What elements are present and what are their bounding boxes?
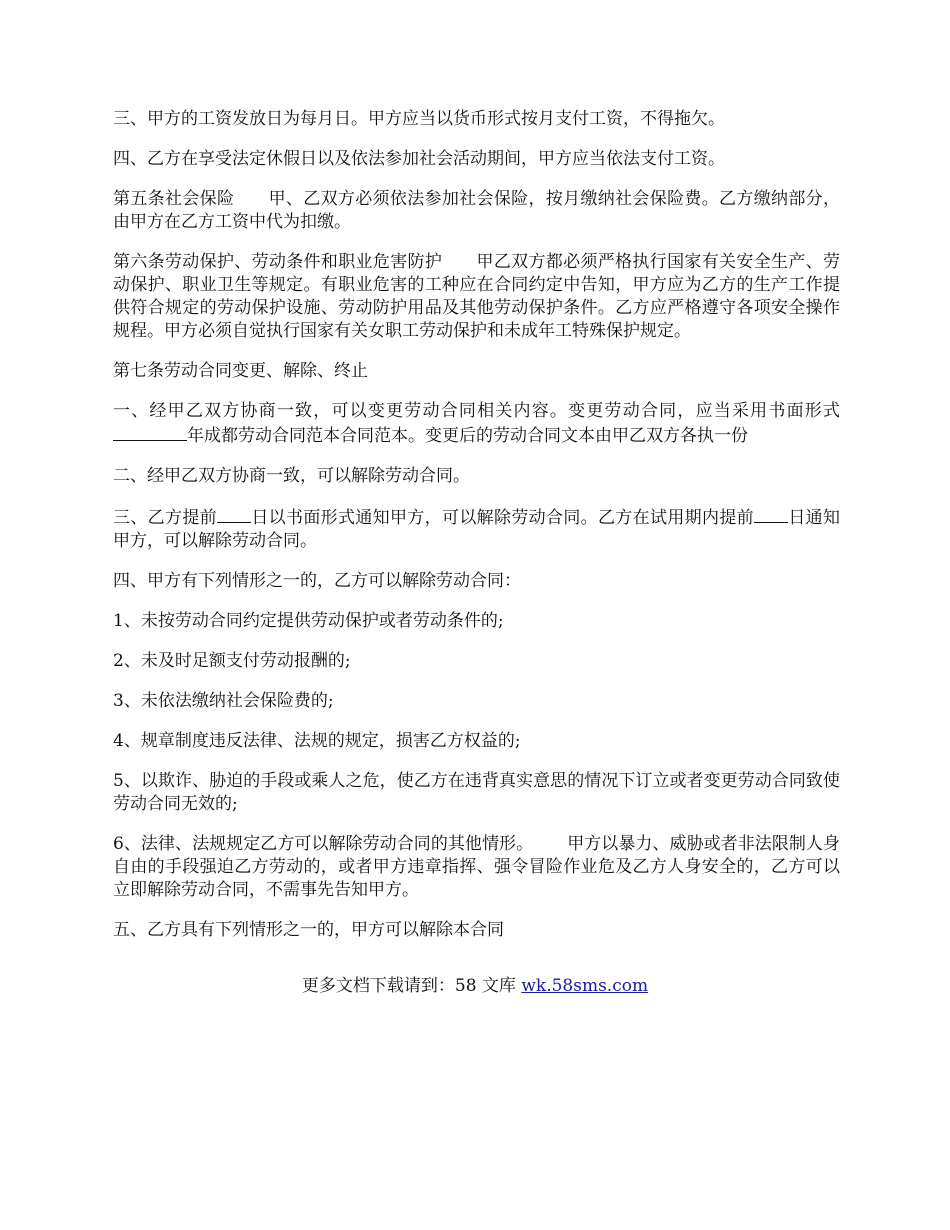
paragraph-holiday-wage: 四、乙方在享受法定休假日以及依法参加社会活动期间，甲方应当依法支付工资。 (113, 149, 725, 169)
blank-field (113, 423, 187, 441)
list-item: 1、未按劳动合同约定提供劳动保护或者劳动条件的; (113, 611, 504, 631)
document-body (113, 108, 840, 959)
list-item: 5、以欺诈、胁迫的手段或乘人之危，使乙方在违背真实意思的情况下订立或者变更劳动合同致使劳动合同无效的; (113, 771, 840, 814)
article-heading: 第五条社会保险 (113, 189, 235, 209)
paragraph-labor-protection: 第六条劳动保护、劳动条件和职业危害防护 甲乙双方都必须严格执行国家有关安全生产、劳动保护、职业卫生等规定。有职业危害的工种应在合同约定中告知，甲方应为乙方的生产工作提供符合规定的劳动保护设施、劳动防护用品及其他劳动保护条件。乙方应严格遵守各项安全操作规程。甲方必须自觉执行国家有关女职工劳动保护和未成年工特殊保护规定。 (113, 252, 841, 341)
footer (0, 974, 950, 998)
article-heading: 第六条劳动保护、劳动条件和职业危害防护 (113, 252, 443, 272)
list-item: 6、法律、法规规定乙方可以解除劳动合同的其他情形。 甲方以暴力、威胁或者非法限制人身自由的手段强迫乙方劳动的，或者甲方违章指挥、强令冒险作业危及乙方人身安全的，乙方可以立即解除劳动合同，不需事先告知甲方。 (113, 834, 840, 900)
paragraph-employer-termination: 五、乙方具有下列情形之一的，甲方可以解除本合同 (113, 920, 504, 940)
footer-text: 更多文档下载请到：58 文库 (301, 976, 522, 996)
paragraph-contract-change: 一、经甲乙双方协商一致，可以变更劳动合同相关内容。变更劳动合同，应当采用书面形式年成都劳动合同范本合同范本。变更后的劳动合同文本由甲乙双方各执一份 (113, 401, 840, 446)
footer-link[interactable]: wk.58sms.com (521, 976, 649, 996)
paragraph-contract-termination: 二、经甲乙双方协商一致，可以解除劳动合同。 (113, 466, 470, 486)
list-item: 3、未依法缴纳社会保险费的; (113, 691, 334, 711)
paragraph-wage-payday: 三、甲方的工资发放日为每月日。甲方应当以货币形式按月支付工资，不得拖欠。 (113, 109, 725, 129)
blank-field (754, 505, 788, 523)
list-item: 2、未及时足额支付劳动报酬的; (113, 651, 351, 671)
blank-field (217, 505, 251, 523)
paragraph-termination-conditions: 四、甲方有下列情形之一的，乙方可以解除劳动合同： (113, 571, 521, 591)
list-item: 4、规章制度违反法律、法规的规定，损害乙方权益的; (113, 731, 521, 751)
paragraph-notice-period: 三、乙方提前 日以书面形式通知甲方，可以解除劳动合同。乙方在试用期内提前 日通知甲方，可以解除劳动合同。 (113, 505, 840, 553)
article-heading: 第七条劳动合同变更、解除、终止 (113, 361, 368, 381)
paragraph-social-insurance: 第五条社会保险 甲、乙双方必须依法参加社会保险，按月缴纳社会保险费。乙方缴纳部分，由甲方在乙方工资中代为扣缴。 (113, 189, 841, 232)
